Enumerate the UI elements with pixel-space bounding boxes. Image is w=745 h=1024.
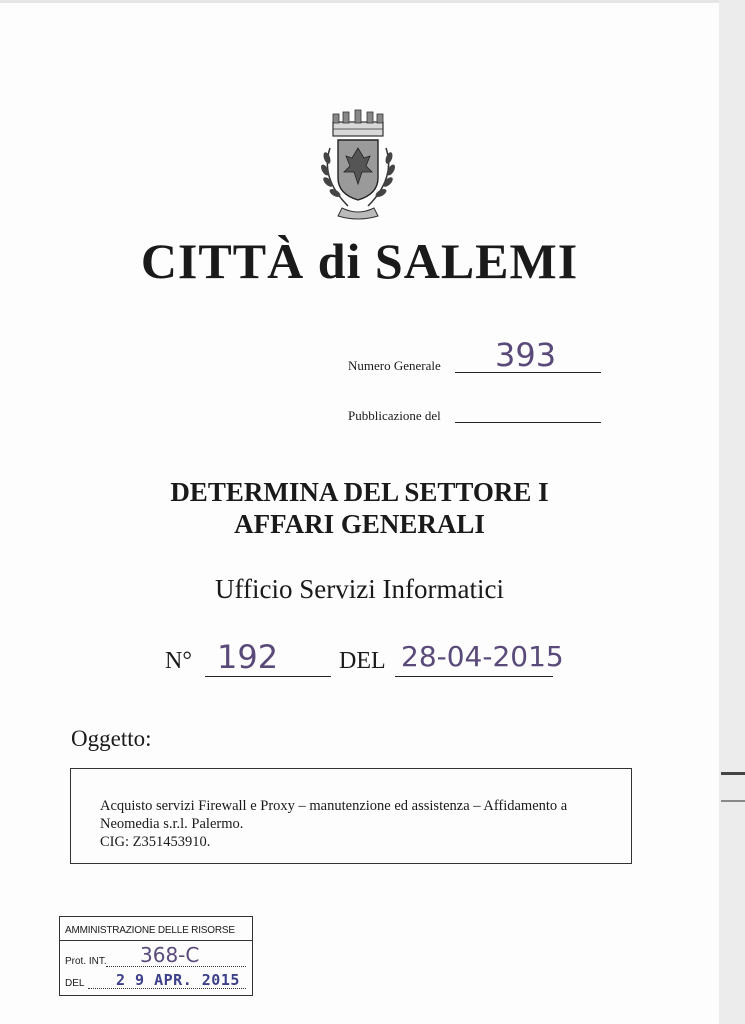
numero-generale-label: Numero Generale xyxy=(348,358,441,373)
number-label: N° xyxy=(165,648,192,674)
city-title: CITTÀ di SALEMI xyxy=(140,233,579,289)
stamp-date-value: 2 9 APR. 2015 xyxy=(116,971,240,989)
stamp-del-label: DEL xyxy=(65,978,85,989)
determina-number-row xyxy=(165,640,595,690)
number-value: 192 xyxy=(217,638,279,676)
determina-heading-line1: DETERMINA DEL SETTORE I xyxy=(170,477,549,507)
edge-mark xyxy=(721,772,745,775)
oggetto-label: Oggetto: xyxy=(71,726,152,751)
stamp-title: AMMINISTRAZIONE DELLE RISORSE xyxy=(65,925,235,936)
date-value: 28-04-2015 xyxy=(401,640,564,673)
page-top-edge xyxy=(0,0,719,3)
numero-generale-value: 393 xyxy=(495,336,557,374)
date-line xyxy=(395,676,553,677)
number-line xyxy=(205,676,331,677)
office-name: Ufficio Servizi Informatici xyxy=(215,574,504,604)
date-label: DEL xyxy=(339,648,386,674)
protocol-stamp xyxy=(59,916,253,996)
subject-box xyxy=(70,768,632,864)
subject-line: CIG: Z351453910. xyxy=(100,834,211,850)
page-edge xyxy=(719,0,745,1024)
edge-mark xyxy=(721,800,745,802)
stamp-prot-value: 368-C xyxy=(140,943,200,967)
coat-of-arms-icon xyxy=(308,108,408,224)
pubblicazione-line xyxy=(455,422,601,423)
subject-line: Neomedia s.r.l. Palermo. xyxy=(100,816,244,832)
stamp-prot-label: Prot. INT. xyxy=(65,956,107,967)
pubblicazione-label: Pubblicazione del xyxy=(348,408,441,423)
stamp-separator xyxy=(60,940,252,941)
determina-heading-line2: AFFARI GENERALI xyxy=(234,509,485,539)
subject-line: Acquisto servizi Firewall e Proxy – manutenzione ed assistenza – Affidamento a xyxy=(100,798,568,814)
